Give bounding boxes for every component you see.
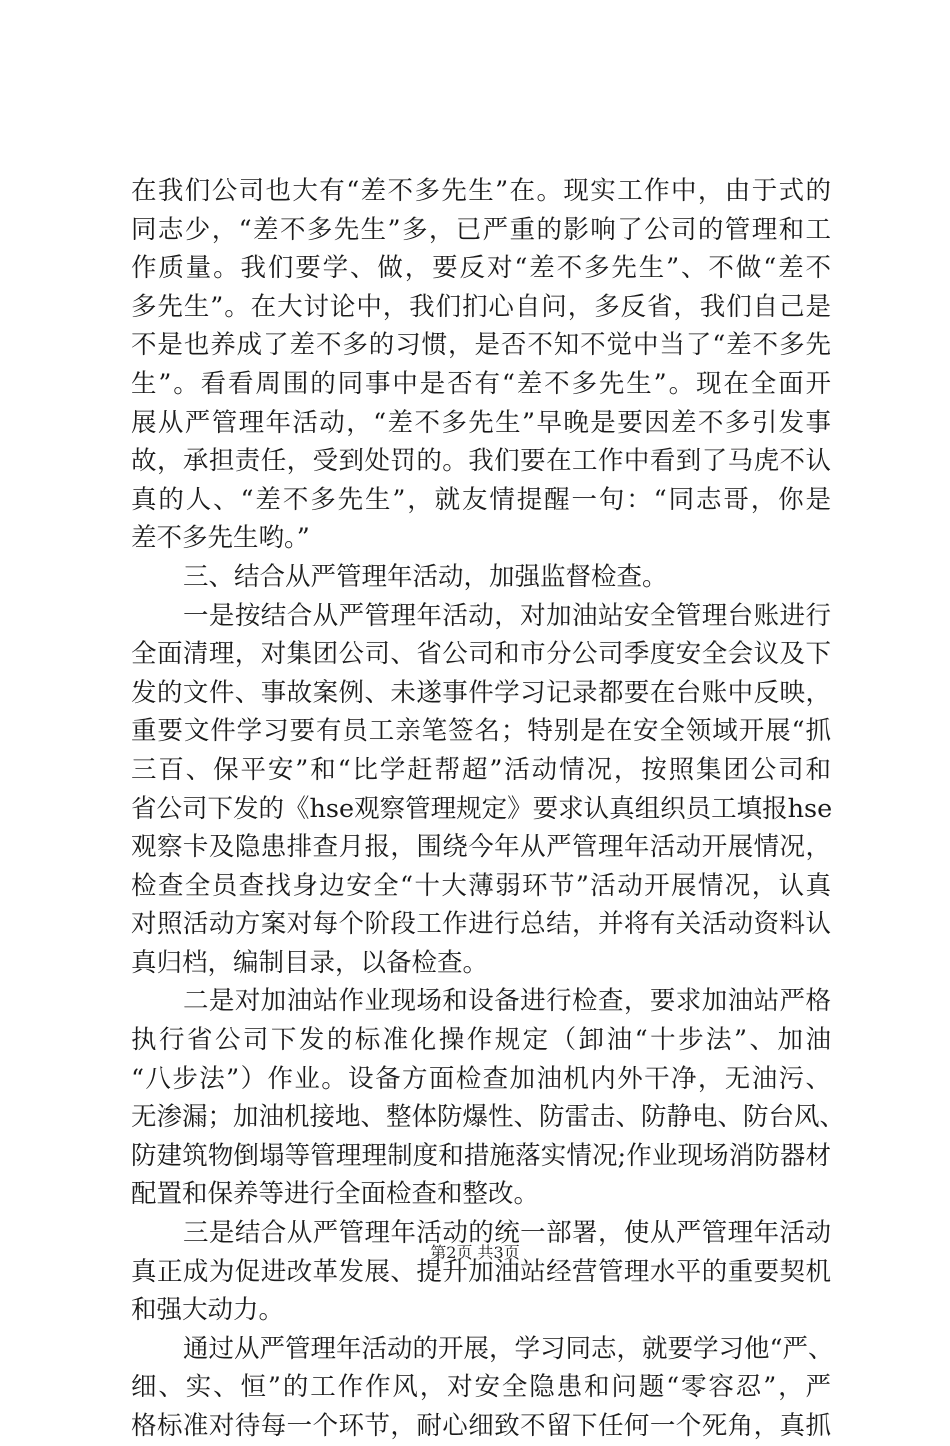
text-line: 真正成为促进改革发展、提升加油站经营管理水平的重要契机: [131, 1256, 831, 1287]
text-line: 三百、保平安”和“比学赶帮超”活动情况，按照集团公司和: [131, 754, 831, 785]
text-line: 检查全员查找身边安全“十大薄弱环节”活动开展情况，认真: [131, 870, 831, 901]
text-line: 和强大动力。: [131, 1295, 285, 1326]
text-line: 执行省公司下发的标准化操作规定（卸油“十步法”、加油: [131, 1025, 831, 1056]
text-line: 同志少，“差不多先生”多，已严重的影响了公司的管理和工: [131, 214, 831, 245]
text-line: 细、实、恒”的工作作风，对安全隐患和问题“零容忍”，严: [131, 1372, 831, 1403]
text-line: 格标准对待每一个环节，耐心细致不留下任何一个死角，真抓: [131, 1411, 831, 1441]
text-line: 三、结合从严管理年活动，加强监督检查。: [183, 561, 668, 592]
text-line: “八步法”）作业。设备方面检查加油机内外干净，无油污、: [131, 1063, 831, 1094]
text-line: 对照活动方案对每个阶段工作进行总结，并将有关活动资料认: [131, 909, 831, 940]
text-line: 重要文件学习要有员工亲笔签名；特别是在安全领域开展“抓: [131, 716, 831, 747]
text-line: 生”。看看周围的同事中是否有“差不多先生”。现在全面开: [131, 368, 831, 399]
text-line: 二是对加油站作业现场和设备进行检查，要求加油站严格: [183, 986, 831, 1017]
text-line: 无渗漏；加油机接地、整体防爆性、防雷击、防静电、防台风、: [131, 1102, 846, 1133]
text-line: 观察卡及隐患排查月报，围绕今年从严管理年活动开展情况，: [131, 832, 831, 863]
text-line: 故，承担责任，受到处罚的。我们要在工作中看到了马虎不认: [131, 446, 831, 477]
text-line: 作质量。我们要学、做，要反对“差不多先生”、不做“差不: [131, 253, 831, 284]
text-line: 展从严管理年活动，“差不多先生”早晚是要因差不多引发事: [131, 407, 831, 438]
text-line: 一是按结合从严管理年活动，对加油站安全管理台账进行: [183, 600, 831, 631]
text-line: 全面清理，对集团公司、省公司和市分公司季度安全会议及下: [131, 639, 831, 670]
text-line: 真归档，编制目录，以备检查。: [131, 947, 489, 978]
text-line: 差不多先生哟。”: [131, 523, 310, 554]
text-line: 三是结合从严管理年活动的统一部署，使从严管理年活动: [183, 1218, 831, 1249]
text-line: 省公司下发的《hse观察管理规定》要求认真组织员工填报hse: [131, 793, 833, 824]
text-line: 不是也养成了差不多的习惯，是否不知不觉中当了“差不多先: [131, 330, 831, 361]
page-footer: 第2页 共3页: [430, 1243, 520, 1262]
text-line: 在我们公司也大有“差不多先生”在。现实工作中，由于式的: [131, 176, 831, 206]
text-line: 真的人、“差不多先生”，就友情提醒一句：“同志哥，你是: [131, 484, 831, 515]
text-line: 配置和保养等进行全面检查和整改。: [131, 1179, 540, 1210]
text-line: 通过从严管理年活动的开展，学习同志，就要学习他“严、: [183, 1333, 834, 1364]
text-line: 防建筑物倒塌等管理理制度和措施落实情况;作业现场消防器材: [131, 1140, 831, 1171]
text-line: 发的文件、事故案例、未遂事件学习记录都要在台账中反映，: [131, 677, 831, 708]
text-line: 多先生”。在大讨论中，我们扪心自问，多反省，我们自己是: [131, 291, 831, 322]
